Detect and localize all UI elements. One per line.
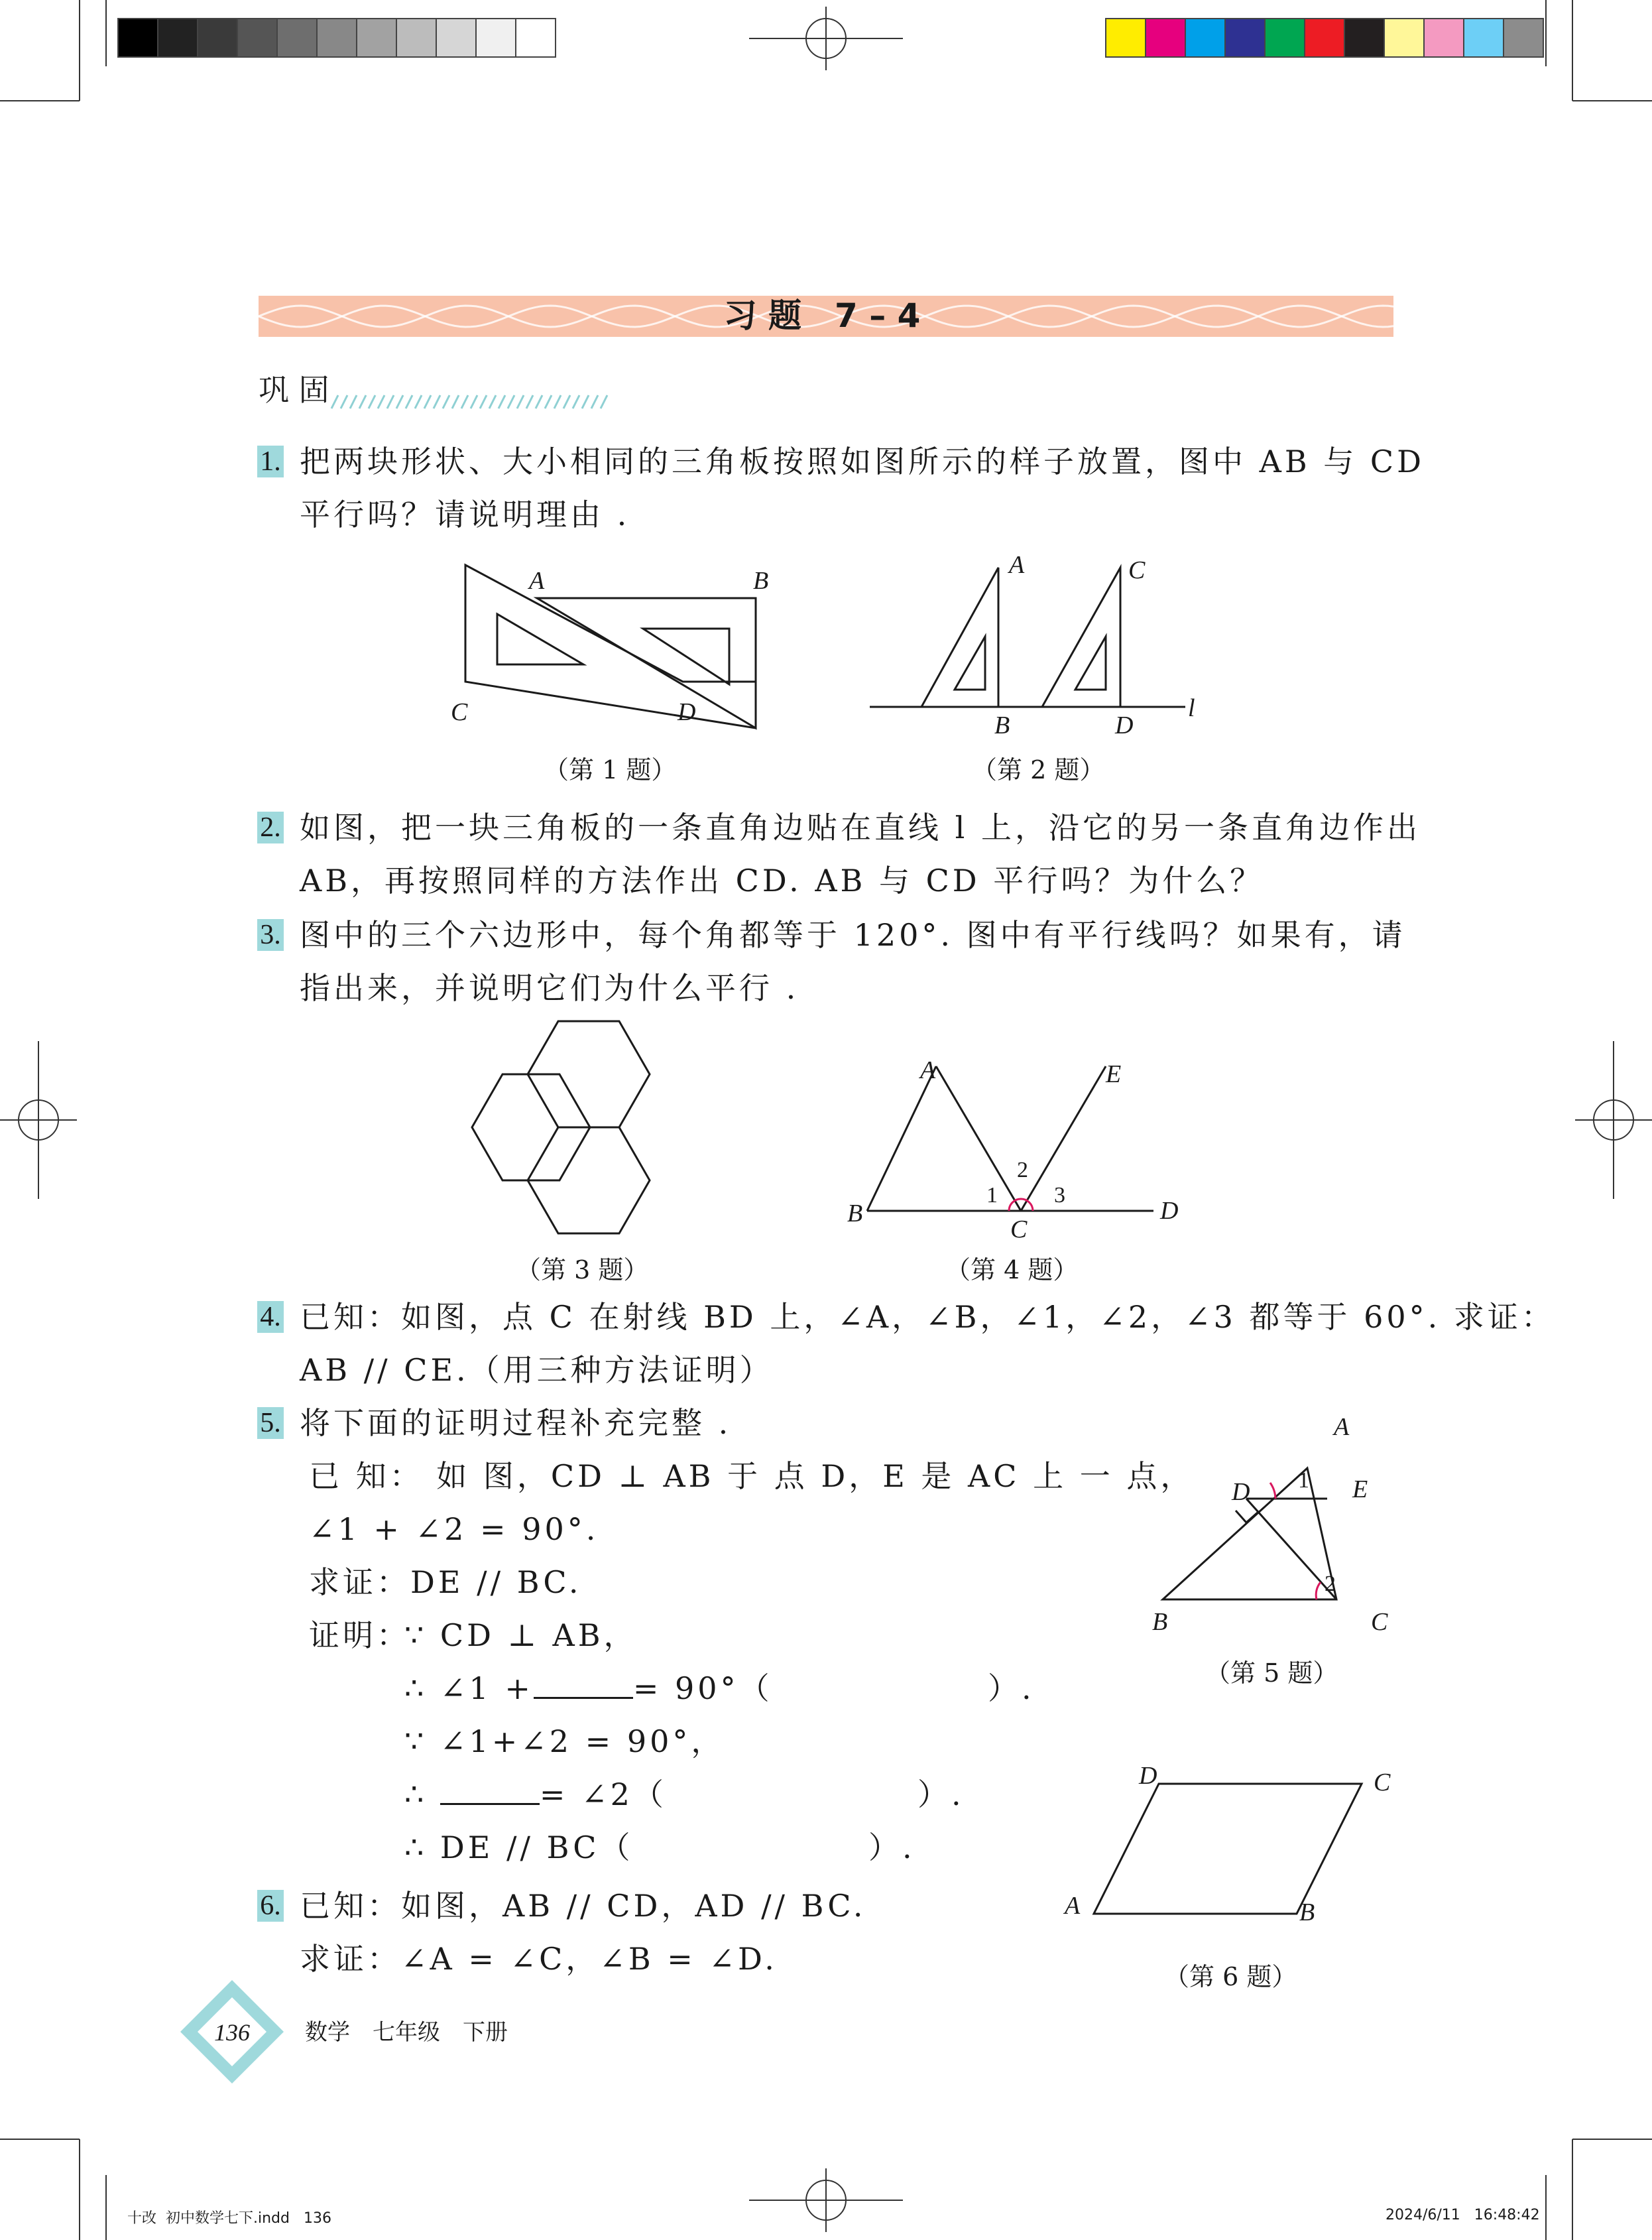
color-swatch <box>1424 19 1464 57</box>
q6-line2: 求证：∠A = ∠C，∠B = ∠D. <box>300 1941 778 1977</box>
section-underline-hatch <box>331 395 610 408</box>
q5-prove: 求证：DE // BC. <box>309 1564 582 1600</box>
process-color-bar <box>1106 17 1543 60</box>
color-swatch <box>357 19 396 57</box>
q5-step3: ∵ ∠1+∠2 = 90°， <box>404 1723 725 1759</box>
fig3-caption: （第 3 题） <box>516 1255 649 1284</box>
color-swatch <box>158 19 198 57</box>
q5-given-line1: 已 知： 如 图，CD ⊥ AB 于 点 D，E 是 AC 上 一 点， <box>309 1458 1195 1494</box>
fig5-caption: （第 5 题） <box>1205 1658 1338 1688</box>
q3-line2: 指出来，并说明它们为什么平行 . <box>300 970 799 1006</box>
exercise-title: 习 题 7 – 4 <box>723 296 921 335</box>
q1-number: 1. <box>257 446 284 477</box>
fig4-label-d: D <box>1160 1197 1179 1225</box>
q5-step2-prefix: ∴ ∠1 + <box>404 1670 534 1706</box>
q5-step4-blank[interactable] <box>440 1776 540 1805</box>
fig5-label-a: A <box>1334 1413 1350 1441</box>
q5-step1: ∵ CD ⊥ AB， <box>404 1617 638 1653</box>
fig2-label-a: A <box>1009 551 1025 579</box>
fig6-label-c: C <box>1374 1769 1391 1796</box>
fig2-caption: （第 2 题） <box>972 755 1105 784</box>
q3-number: 3. <box>257 919 284 951</box>
fig4-angle-3: 3 <box>1054 1183 1065 1208</box>
fig5-angle-1: 1 <box>1298 1468 1309 1493</box>
q5-step5-end: ）. <box>868 1830 915 1865</box>
fig4-label-b: B <box>847 1200 863 1227</box>
fig6-parallelogram <box>1087 1777 1366 1923</box>
fig2-label-d: D <box>1115 712 1134 739</box>
color-swatch <box>1464 19 1504 57</box>
page-number: 136 <box>214 2019 250 2046</box>
fig4-angle-2: 2 <box>1017 1158 1028 1182</box>
fig4-label-e: E <box>1106 1060 1122 1088</box>
color-swatch <box>1384 19 1424 57</box>
q5-given-line2: ∠1 + ∠2 = 90°. <box>309 1511 599 1547</box>
fig2-label-l: l <box>1188 694 1195 722</box>
q5-step2 <box>404 1662 773 1715</box>
q5-step2-blank[interactable] <box>534 1670 633 1699</box>
q4-line2: AB // CE.（用三种方法证明） <box>300 1352 774 1388</box>
color-swatch <box>476 19 516 57</box>
fig6-label-a: A <box>1065 1892 1081 1920</box>
q5-step2-end: ）. <box>988 1670 1035 1706</box>
q3-line1: 图中的三个六边形中，每个角都等于 120°. 图中有平行线吗？如果有，请 <box>300 917 1406 953</box>
section-heading: 巩 固 <box>259 372 329 408</box>
fig5-angle-2: 2 <box>1325 1572 1336 1596</box>
q1-line2: 平行吗？请说明理由 . <box>300 497 630 532</box>
q2-number: 2. <box>257 812 284 843</box>
q2-line1: 如图，把一块三角板的一条直角边贴在直线 l 上，沿它的另一条直角边作出 <box>300 810 1421 845</box>
fig2-label-c: C <box>1128 556 1146 584</box>
color-swatch <box>198 19 237 57</box>
q6-number: 6. <box>257 1890 284 1922</box>
q4-number: 4. <box>257 1301 284 1333</box>
color-swatch <box>237 19 277 57</box>
fig5-label-d: D <box>1232 1478 1250 1506</box>
fig1-diagram <box>457 558 762 731</box>
fig3-hexagons <box>471 1021 683 1233</box>
color-swatch <box>516 19 556 57</box>
color-swatch <box>1504 19 1543 57</box>
color-swatch <box>317 19 357 57</box>
q5-step4-prefix: ∴ <box>404 1776 428 1812</box>
q6-line1: 已知：如图，AB // CD，AD // BC. <box>300 1888 866 1924</box>
fig6-label-d: D <box>1139 1762 1157 1790</box>
color-swatch <box>436 19 476 57</box>
fig4-caption: （第 4 题） <box>945 1255 1079 1284</box>
book-title: 数学 七年级 下册 <box>305 2019 508 2046</box>
q5-number: 5. <box>257 1407 284 1439</box>
fig2-diagram <box>868 550 1200 723</box>
color-swatch <box>1185 19 1225 57</box>
fig4-label-a: A <box>920 1056 936 1084</box>
q5-step4 <box>404 1768 667 1821</box>
q5-step5: ∴ DE // BC（ <box>404 1830 634 1865</box>
q2-line2: AB，再按照同样的方法作出 CD. AB 与 CD 平行吗？为什么？ <box>300 863 1264 899</box>
fig5-label-e: E <box>1352 1475 1368 1503</box>
q4-line1: 已知：如图，点 C 在射线 BD 上，∠A，∠B，∠1，∠2，∠3 都等于 60°. 求证： <box>300 1299 1555 1335</box>
fig4-label-c: C <box>1010 1215 1028 1243</box>
fig4-angle-1: 1 <box>986 1183 998 1208</box>
slug-timestamp: 2024/6/11 16:48:42 <box>1386 2207 1540 2223</box>
fig5-label-c: C <box>1371 1608 1388 1636</box>
q5-proof-label: 证明： <box>309 1617 410 1653</box>
color-swatch <box>396 19 436 57</box>
fig1-label-c: C <box>451 698 468 726</box>
gray-color-bar <box>118 17 556 60</box>
fig1-label-b: B <box>753 567 769 595</box>
q5-step4-suffix: = ∠2（ <box>539 1776 667 1812</box>
q1-line1: 把两块形状、大小相同的三角板按照如图所示的样子放置，图中 AB 与 CD <box>300 444 1425 479</box>
q5-intro: 将下面的证明过程补充完整 . <box>300 1405 732 1441</box>
fig2-label-b: B <box>994 712 1010 739</box>
color-swatch <box>1344 19 1384 57</box>
color-swatch <box>1225 19 1265 57</box>
fig6-label-b: B <box>1299 1898 1315 1926</box>
color-swatch <box>1106 19 1146 57</box>
color-swatch <box>277 19 317 57</box>
fig1-label-a: A <box>529 567 545 595</box>
q5-step2-suffix: = 90°（ <box>632 1670 773 1706</box>
color-swatch <box>1146 19 1185 57</box>
color-swatch <box>1305 19 1344 57</box>
color-swatch <box>118 19 158 57</box>
slug-file: 十改 初中数学七下.indd 136 <box>127 2210 331 2227</box>
color-swatch <box>1265 19 1305 57</box>
fig4-diagram <box>862 1054 1180 1227</box>
q5-step4-end: ）. <box>917 1776 965 1812</box>
fig1-label-d: D <box>678 698 696 726</box>
fig6-caption: （第 6 题） <box>1164 1962 1297 1991</box>
fig1-caption: （第 1 题） <box>544 755 677 784</box>
fig5-label-b: B <box>1152 1608 1168 1636</box>
